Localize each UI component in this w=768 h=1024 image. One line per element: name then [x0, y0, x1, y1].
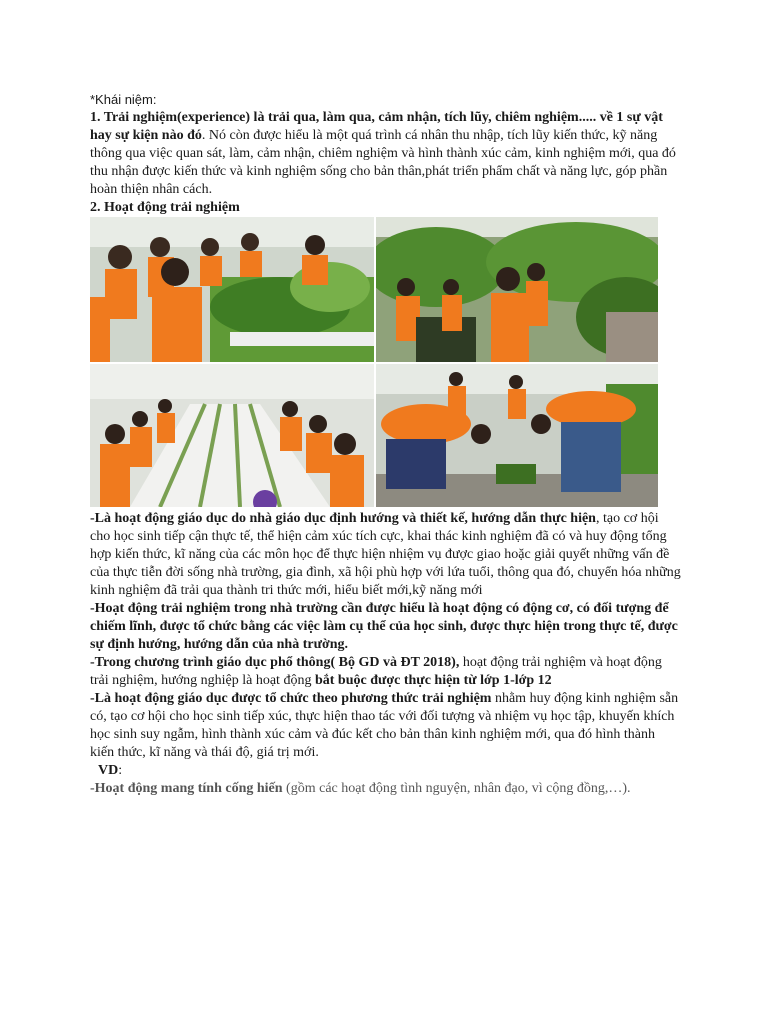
para4-bold: -Là hoạt động giáo dục được tổ chức theo phương thức trải nghiệm [90, 691, 492, 706]
vd-label: VD [98, 763, 119, 778]
section1-text: . Nó còn được hiểu là một quá trình cá nhân thu nhập, tích lũy kiến thức, kỹ năng thông qua việc quan sát, làm, cảm nhận, chiêm nghiệm và hình thành xúc cảm, kinh nghiệm mới, qua đó thu nhận được kiến thức và kinh nghiệm sống cho bản thân,phát triển phẩm chất và năng lực, góp phần hoàn thiện nhân cách. [90, 128, 676, 197]
para2: -Hoạt động trải nghiệm trong nhà trường cần được hiểu là hoạt động có động cơ, có đối tượng để chiếm lĩnh, được tổ chức bằng các việc làm cụ thể của học sinh, được thực hiện trong thực tế, được sự định hướng, hướng dẫn của nhà trường. [90, 601, 678, 652]
para3-bold2: bắt buộc được thực hiện từ lớp 1-lớp 12 [314, 673, 552, 688]
section2-title: 2. Hoạt động trải nghiệm [90, 200, 240, 215]
vd-colon: : [118, 763, 123, 778]
para5-bold: -Hoạt động mang tính cống hiến [90, 781, 283, 796]
section1-paragraph [90, 109, 682, 199]
concept-label: *Khái niệm: [90, 92, 157, 107]
photo-students-greenhouse-2 [376, 217, 658, 362]
photo-students-greenhouse-1 [90, 217, 374, 362]
para4 [90, 690, 682, 762]
document-page [90, 91, 682, 798]
para5-text: (gồm các hoạt động tình nguyện, nhân đạo, vì cộng đồng,…). [282, 781, 631, 796]
para1-text: , tạo cơ hội cho học sinh tiếp cận thực tế, thể hiện cảm xúc tích cực, khai thác kinh nghiệm đã có và huy động tổng hợp kiến thức, kĩ năng của các môn học để thực hiện nhiệm vụ được giao hoặc giải quyết những vấn đề của thực tiễn đời sống nhà trường, gia đình, xã hội phù hợp với lứa tuổi, thông qua đó, chuyển hóa những kinh nghiệm đã trải qua thành tri thức mới, hiểu biết mới,kỹ năng mới [90, 511, 681, 598]
para3-text: hoạt động trải nghiệm và hoạt động trải nghiệm, hướng nghiệp là hoạt động [90, 655, 662, 688]
photo-collage [90, 217, 658, 507]
photo-students-planting [376, 364, 658, 507]
para5 [90, 780, 682, 798]
vd-line [90, 762, 682, 780]
para3-bold1: -Trong chương trình giáo dục phổ thông( Bộ GD và ĐT 2018), [90, 655, 460, 670]
section1-bold: 1. Trải nghiệm(experience) là trải qua, làm qua, cảm nhận, tích lũy, chiêm nghiệm..... về 1 sự vật hay sự kiện nào đó [90, 110, 663, 143]
photo-hydroponic-rows [90, 364, 374, 507]
para3 [90, 654, 682, 690]
para1 [90, 510, 682, 600]
para4-text: nhằm huy động kinh nghiệm sẵn có, tạo cơ hội cho học sinh tiếp xúc, thực hiện thao tác với đối tượng và nhiệm vụ học tập, khuyến khích học sinh suy ngẫm, hình thành xúc cảm và đúc kết cho bản thân kinh nghiệm mới, qua đó hình thành kiến thức, kĩ năng và thái độ, giá trị mới. [90, 691, 679, 760]
para1-bold: -Là hoạt động giáo dục do nhà giáo dục định hướng và thiết kế, hướng dẫn thực hiện [90, 511, 596, 526]
